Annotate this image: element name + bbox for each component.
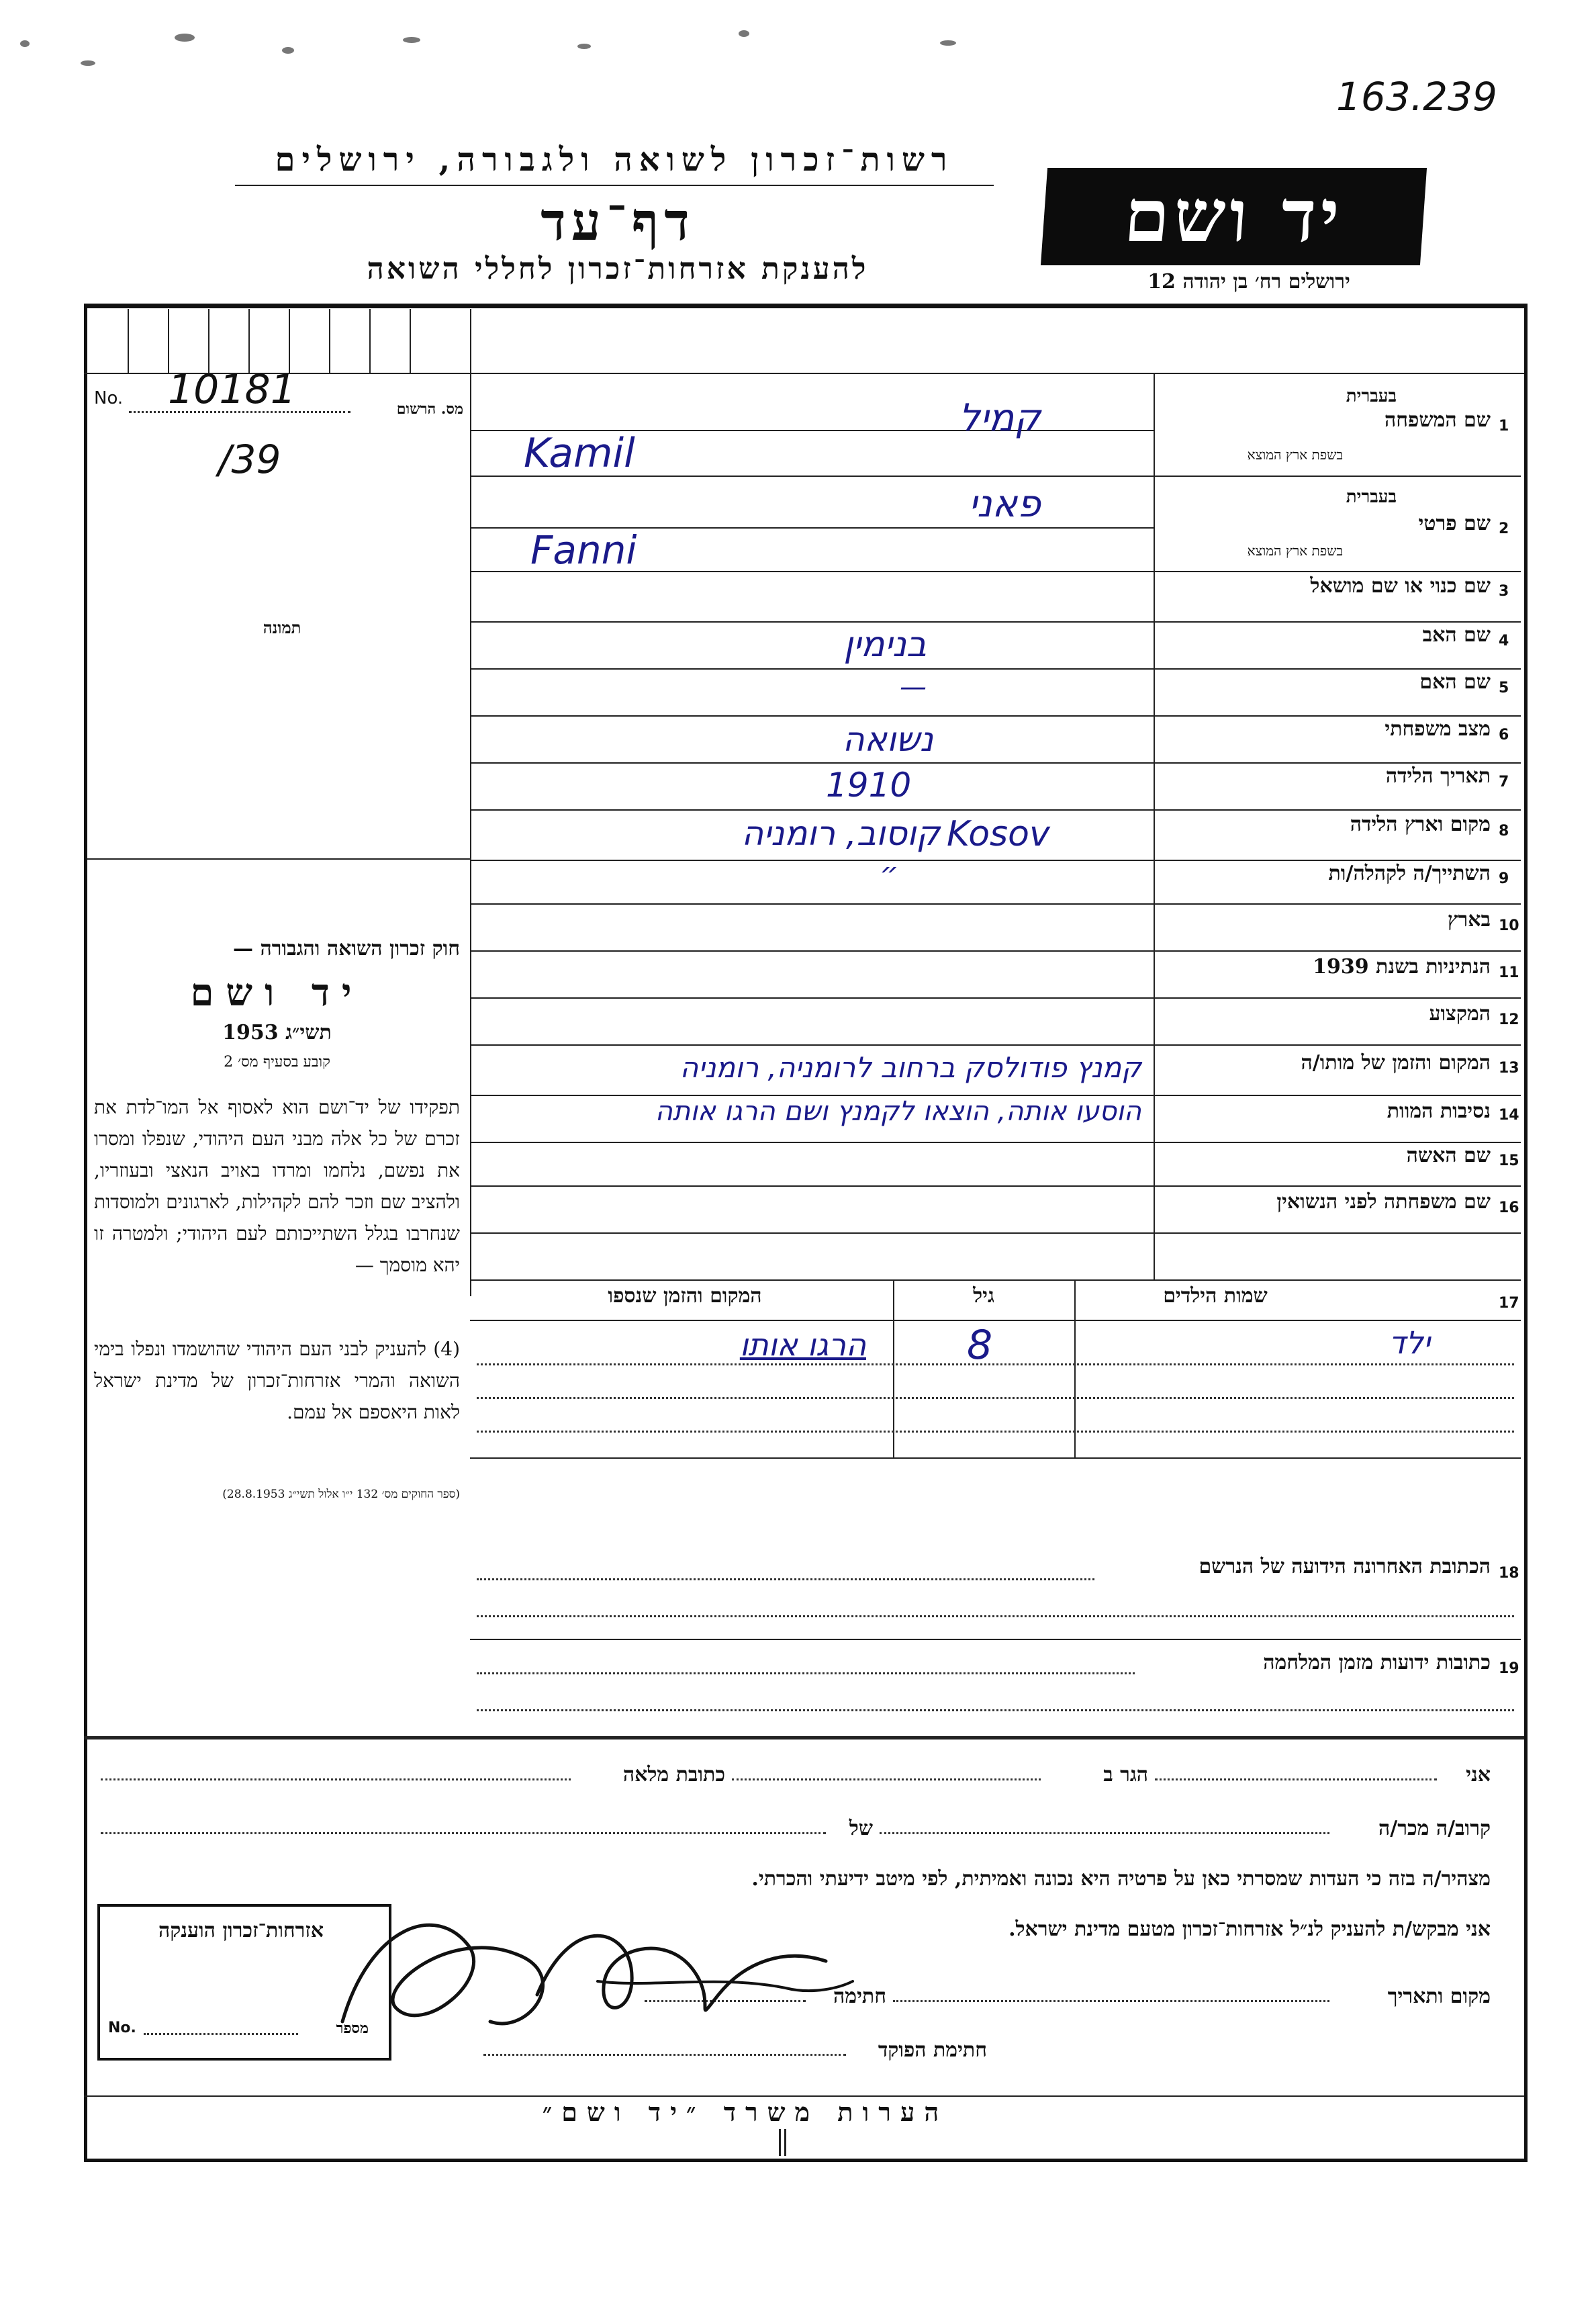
handwritten-signature bbox=[316, 1887, 866, 2062]
row-line bbox=[470, 762, 1521, 764]
declaration-relative: קרוב/ה מכר/ה bbox=[1378, 1817, 1491, 1840]
child-name: ילד bbox=[1389, 1324, 1430, 1361]
footer-remarks: הערות משרד ״יד ושם״ bbox=[542, 2097, 949, 2127]
address-dots bbox=[101, 1778, 571, 1780]
law-text-clause4: (4) להעניק לבני העם היהודי שהושמדו ונפלו בימי השואה והמרי אזרחות־זכרון של מדינת ישראל לאות היאספם אל עמם. bbox=[94, 1338, 460, 1423]
field-12-label: המקצוע bbox=[1429, 1002, 1491, 1026]
field-1-origin-value: Kamil bbox=[524, 430, 635, 477]
field-1-hebrew-value: קמיל bbox=[958, 396, 1041, 440]
field-8-label: מקום וארץ הלידה bbox=[1350, 813, 1491, 836]
children-row-dots bbox=[477, 1363, 1514, 1365]
ani-dots bbox=[1155, 1778, 1437, 1780]
field-5-value: — bbox=[900, 672, 927, 703]
row-line bbox=[470, 1279, 1521, 1281]
row-line bbox=[470, 1232, 1521, 1234]
scan-speck bbox=[739, 30, 749, 37]
field-19-label: כתובות ידועות מזמן המלחמה bbox=[1263, 1651, 1491, 1674]
logo-address: ירושלים רח׳ בן יהודה 12 bbox=[1147, 270, 1350, 293]
logo-text: יד ושם bbox=[1121, 174, 1346, 259]
field-11-label: הנתיניות בשנת 1939 bbox=[1313, 955, 1491, 979]
field-13-number: 13 bbox=[1499, 1060, 1519, 1077]
row-line bbox=[470, 903, 1521, 905]
field-8-value-latin: Kosov bbox=[947, 814, 1050, 854]
declaration-full-address: כתובת מלאה bbox=[622, 1763, 725, 1787]
reg-no-label: No. bbox=[94, 388, 124, 408]
of-dots bbox=[101, 1832, 826, 1834]
strip-cell bbox=[168, 309, 169, 373]
label-column-divider bbox=[1154, 373, 1155, 1279]
child-age: 8 bbox=[967, 1322, 993, 1369]
header-underline bbox=[235, 185, 994, 186]
archive-number: 163.239 bbox=[1336, 74, 1497, 120]
field-14-value: הוסעו אותה, הוצאו לקמנץ ושם הרגו אותה bbox=[655, 1096, 1141, 1127]
law-citation: (ספר החוקים מס׳ 132 י״ו אלול תשי״ג 28.8.1953) bbox=[222, 1488, 460, 1501]
declaration-separator bbox=[84, 1736, 1524, 1739]
yad-vashem-logo bbox=[1041, 168, 1427, 265]
declaration-request: אני מבקש/ת להעניק לנ״ל אזרחות־זכרון מטעם מדינת ישראל. bbox=[1008, 1917, 1491, 1941]
children-col-age: גיל bbox=[973, 1284, 994, 1308]
field-15-number: 15 bbox=[1499, 1152, 1519, 1169]
field-18-dots-2 bbox=[477, 1615, 1514, 1617]
field-13-value: קמנץ פודולסק ברחוב לרומניה, רומניה bbox=[679, 1051, 1141, 1084]
photo-label: תמונה bbox=[263, 618, 301, 637]
child-place: הרגו אותו bbox=[739, 1326, 866, 1363]
law-heading: חוק זכרון השואה והגבורה — bbox=[233, 937, 460, 960]
strip-cell bbox=[369, 309, 371, 373]
row-line bbox=[470, 1044, 1521, 1046]
field-4-number: 4 bbox=[1499, 633, 1509, 649]
law-clause: קובע בסעיף מס׳ 2 bbox=[224, 1054, 330, 1071]
children-row-dots bbox=[477, 1397, 1514, 1399]
children-col-names: שמות הילדים bbox=[1163, 1284, 1268, 1308]
footer-tick bbox=[779, 2129, 781, 2156]
field-4-label: שם האב bbox=[1422, 623, 1491, 647]
signature-label: חתימה bbox=[833, 1985, 886, 2008]
field-1-label: שם המשפחה bbox=[1384, 408, 1491, 432]
field-2-label: שם פרטי bbox=[1418, 512, 1491, 535]
citizenship-number-label: מספר bbox=[336, 2020, 369, 2037]
row-line bbox=[470, 621, 1521, 623]
field-16-label: שם משפחתה לפני הנשואין bbox=[1276, 1190, 1491, 1214]
footer-tick bbox=[784, 2129, 786, 2156]
scan-speck bbox=[403, 37, 420, 43]
declaration-of: של bbox=[849, 1817, 873, 1840]
scan-speck bbox=[282, 47, 294, 54]
field-1-number: 1 bbox=[1499, 418, 1509, 435]
field-3-label: שם כנוי או שם מושאל bbox=[1310, 574, 1491, 598]
form-title: דף־עד bbox=[541, 191, 695, 253]
field-5-label: שם האם bbox=[1419, 670, 1491, 694]
strip-cell bbox=[208, 309, 209, 373]
field-9-value: ״ bbox=[880, 856, 899, 891]
row-line bbox=[470, 860, 1521, 861]
field-7-value: 1910 bbox=[826, 766, 912, 805]
citizenship-box bbox=[97, 1904, 391, 2061]
strip-cell bbox=[329, 309, 330, 373]
field-17-number: 17 bbox=[1499, 1295, 1519, 1312]
relative-dots bbox=[880, 1832, 1329, 1834]
declaration-ani: אני bbox=[1466, 1763, 1491, 1787]
field-5-number: 5 bbox=[1499, 680, 1509, 696]
field-7-label: תאריך הלידה bbox=[1385, 764, 1491, 788]
strip-cell bbox=[248, 309, 250, 373]
field-19-dots-2 bbox=[477, 1709, 1514, 1711]
field-16-number: 16 bbox=[1499, 1200, 1519, 1216]
field-10-number: 10 bbox=[1499, 917, 1519, 934]
field-9-label: השתייך/ה לקהלה/ות bbox=[1328, 862, 1491, 885]
left-column-divider bbox=[470, 309, 471, 1296]
children-col-place: המקום והזמן שנספו bbox=[608, 1284, 762, 1308]
row-line bbox=[470, 997, 1521, 999]
citizenship-no-dots bbox=[144, 2033, 298, 2035]
row-line bbox=[470, 1639, 1521, 1640]
scan-speck bbox=[81, 60, 95, 66]
row-line bbox=[470, 715, 1521, 717]
reg-sub-value: /39 bbox=[218, 437, 281, 482]
children-bottom-line bbox=[470, 1457, 1521, 1459]
strip-cell bbox=[289, 309, 290, 373]
strip-cell bbox=[410, 309, 411, 373]
field-4-value: בנימין bbox=[843, 625, 927, 665]
field-3-number: 3 bbox=[1499, 583, 1509, 600]
field-14-label: נסיבות המוות bbox=[1387, 1099, 1491, 1123]
place-date-label: מקום ותאריך bbox=[1387, 1985, 1491, 2008]
children-header-line bbox=[470, 1320, 1521, 1321]
field-10-label: בארץ bbox=[1447, 908, 1491, 932]
law-name: יד ושם bbox=[190, 970, 364, 1015]
citizenship-no-label: No. bbox=[108, 2020, 136, 2036]
declaration-residing: הגר ב bbox=[1103, 1763, 1148, 1787]
row-line bbox=[470, 1185, 1521, 1187]
field-2-origin-value: Fanni bbox=[530, 527, 637, 573]
reg-no-value: 10181 bbox=[168, 366, 296, 413]
officer-signature-label: חתימת הפוקד bbox=[878, 2038, 987, 2062]
citizenship-title: אזרחות־זכרון הוענקה bbox=[158, 1919, 324, 1942]
row-line bbox=[470, 950, 1521, 952]
field-18-label: הכתובת האחרונה הידועה של הנרשם bbox=[1199, 1555, 1491, 1578]
field-2-number: 2 bbox=[1499, 521, 1509, 537]
field-12-number: 12 bbox=[1499, 1011, 1519, 1028]
scan-speck bbox=[175, 34, 195, 42]
field-2-origin-label: בשפת ארץ המוצא bbox=[1247, 543, 1343, 559]
field-18-dots bbox=[477, 1578, 1094, 1580]
field-9-number: 9 bbox=[1499, 870, 1509, 887]
photo-box-bottom bbox=[87, 858, 470, 860]
field-15-label: שם האשה bbox=[1406, 1144, 1491, 1167]
scan-speck bbox=[20, 40, 30, 47]
top-strip-line bbox=[84, 373, 1524, 374]
field-8-number: 8 bbox=[1499, 823, 1509, 840]
authority-line: רשות־זכרון לשואה ולגבורה, ירושלים bbox=[275, 141, 954, 179]
field-1-origin-label: בשפת ארץ המוצא bbox=[1247, 447, 1343, 463]
law-year: תשי״ג 1953 bbox=[222, 1021, 332, 1044]
field-8-value: קוסוב, רומניה bbox=[741, 814, 940, 853]
scan-speck bbox=[577, 44, 591, 49]
field-14-number: 14 bbox=[1499, 1107, 1519, 1124]
field-11-number: 11 bbox=[1499, 964, 1519, 981]
scan-speck bbox=[940, 40, 956, 46]
reg-label: מס. הרשום bbox=[396, 400, 463, 418]
field-2-hebrew-label: בעברית bbox=[1346, 487, 1397, 507]
field-6-label: מצב משפחתי bbox=[1384, 717, 1491, 741]
field-2-hebrew-value: פאני bbox=[968, 482, 1041, 526]
row-line bbox=[470, 809, 1521, 811]
field-6-value: נשואה bbox=[842, 720, 933, 759]
field-7-number: 7 bbox=[1499, 774, 1509, 790]
reg-no-dots bbox=[129, 411, 350, 413]
field-1-hebrew-label: בעברית bbox=[1346, 386, 1397, 406]
field-13-label: המקום והזמן של מותו/ה bbox=[1301, 1051, 1491, 1075]
strip-cell bbox=[128, 309, 129, 373]
children-row-dots bbox=[477, 1431, 1514, 1433]
form-subtitle: להענקת אזרחות־זכרון לחללי השואה bbox=[367, 252, 869, 286]
residing-dots bbox=[732, 1778, 1041, 1780]
field-6-number: 6 bbox=[1499, 727, 1509, 743]
field-19-dots bbox=[477, 1672, 1135, 1674]
law-text: תפקידו של יד־ושם הוא לאסוף אל המו־לדת את זכרם של כל אלה מבני העם היהודי, שנפלו ומסרו את נפשם, נלחמו ומרדו באויב הנאצי ובעוזריו, ולהציב שם וזכר להם לקהילות, לארגונים ולמוסדות שנחרבו בגלל השתייכותם לעם היהודי; ולמטרה זו יהא מוסמך — bbox=[94, 1096, 460, 1276]
declaration-statement: מצהיר/ה בזה כי העדות שמסרתי כאן על פרטיה היא נכונה ואמיתית, לפי מיטב ידיעתי והכרתי. bbox=[751, 1867, 1491, 1891]
field-19-number: 19 bbox=[1499, 1660, 1519, 1677]
row-line bbox=[470, 668, 1521, 670]
place-date-dots bbox=[893, 2000, 1329, 2002]
field-18-number: 18 bbox=[1499, 1565, 1519, 1582]
row-line bbox=[470, 1142, 1521, 1143]
